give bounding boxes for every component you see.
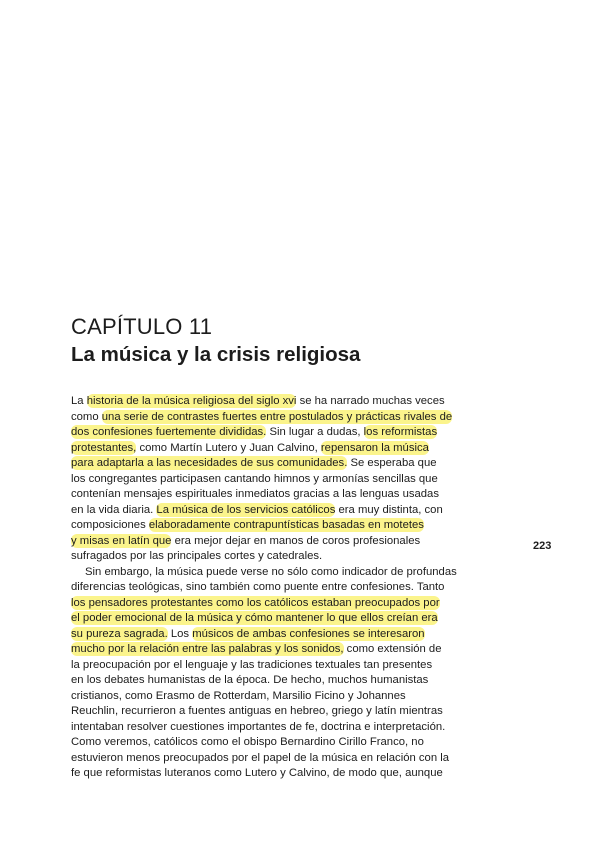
text-run: se ha narrado muchas veces — [296, 395, 445, 407]
text-run: como — [71, 410, 102, 423]
text-run: diferencias teológicas, sino también como puente entre confesiones. Tanto — [71, 581, 445, 593]
text-run: cristianos, como Erasmo de Rotterdam, Marsilio Ficino y Johannes — [71, 689, 406, 702]
highlighted-text: La música de los servicios católicos — [156, 503, 336, 516]
highlighted-text: el poder emocional de la música y cómo mantener lo que ellos creían era — [71, 612, 438, 624]
text-line — [71, 596, 491, 612]
text-line — [71, 456, 491, 472]
text-run: Se esperaba que — [347, 457, 437, 469]
highlighted-text: mucho por la relación entre las palabras y los sonidos, — [71, 643, 344, 655]
text-run: Sin lugar a dudas, — [266, 426, 364, 438]
highlighted-text: una serie de contrastes fuertes entre postulados y prácticas rivales de — [101, 410, 453, 423]
text-line — [71, 642, 491, 658]
text-line — [71, 720, 491, 736]
text-line — [71, 627, 491, 643]
text-line — [71, 565, 491, 581]
text-line — [71, 472, 491, 488]
text-run: intentaban resolver cuestiones importantes de fe, doctrina e interpretación. — [71, 720, 446, 733]
highlighted-text: elaboradamente contrapuntísticas basadas en motetes — [148, 519, 424, 531]
chapter-label: CAPÍTULO 11 — [71, 314, 213, 339]
text-line — [71, 611, 491, 627]
text-run: contenían mensajes espirituales inmediatos gracias a las lenguas usadas — [71, 488, 439, 500]
text-run: era muy distinta, con — [335, 503, 443, 516]
text-run: era mejor dejar en manos de coros profesionales — [171, 534, 421, 547]
text-line — [71, 704, 491, 720]
text-line — [71, 503, 491, 519]
text-run: Los — [167, 627, 193, 640]
text-line — [71, 766, 491, 782]
text-run: sufragados por las principales cortes y catedrales. — [71, 550, 323, 562]
text-line — [71, 658, 491, 674]
text-line — [71, 673, 491, 689]
text-line — [71, 549, 491, 565]
text-run: como Martín Lutero y Juan Calvino, — [136, 441, 321, 454]
highlighted-text: músicos de ambas confesiones se interesaron — [192, 627, 425, 640]
text-run: en los debates humanistas de la época. De hecho, muchos humanistas — [71, 674, 429, 686]
text-line — [71, 689, 491, 705]
text-run: estuvieron menos preocupados por el papel de la música en relación con la — [71, 751, 450, 764]
text-line — [71, 441, 491, 457]
text-run: en la vida diaria. — [71, 503, 157, 516]
highlighted-text: dos confesiones fuertemente divididas. — [71, 426, 267, 438]
text-line — [71, 394, 491, 410]
chapter-title: La música y la crisis religiosa — [71, 343, 361, 366]
text-line — [71, 487, 491, 503]
text-run: Sin embargo, la música puede verse no sólo como indicador de profundas — [85, 565, 457, 578]
text-line — [71, 751, 491, 767]
text-line — [71, 534, 491, 550]
highlighted-text: los reformistas — [363, 426, 438, 438]
highlighted-text: protestantes, — [71, 441, 137, 454]
body-text — [71, 394, 491, 782]
highlighted-text: repensaron la música — [320, 441, 429, 454]
text-line — [71, 425, 491, 441]
highlighted-text: los pensadores protestantes como los católicos estaban preocupados por — [71, 596, 440, 609]
highlighted-text: historia de la música religiosa del siglo xvi — [86, 395, 297, 407]
text-run: Como veremos, católicos como el obispo Bernardino Cirillo Franco, no — [71, 736, 424, 748]
page-number: 223 — [533, 540, 552, 552]
highlighted-text: para adaptarla a las necesidades de sus comunidades. — [71, 457, 348, 469]
text-run: fe que reformistas luteranos como Lutero y Calvino, de modo que, aunque — [71, 767, 443, 779]
text-run: Reuchlin, recurrieron a fuentes antiguas en hebreo, griego y latín mientras — [71, 705, 443, 717]
highlighted-text: su pureza sagrada. — [71, 627, 168, 640]
text-run: La — [71, 395, 87, 407]
text-line — [71, 518, 491, 534]
highlighted-text: y misas en latín que — [71, 534, 172, 547]
text-run: los congregantes participasen cantando himnos y armonías sencillas que — [71, 472, 438, 485]
text-run: composiciones — [71, 519, 149, 531]
text-line — [71, 580, 491, 596]
text-run: como extensión de — [343, 643, 442, 655]
text-run: la preocupación por el lenguaje y las tradiciones textuales tan presentes — [71, 658, 433, 671]
text-line — [71, 410, 491, 426]
text-line — [71, 735, 491, 751]
